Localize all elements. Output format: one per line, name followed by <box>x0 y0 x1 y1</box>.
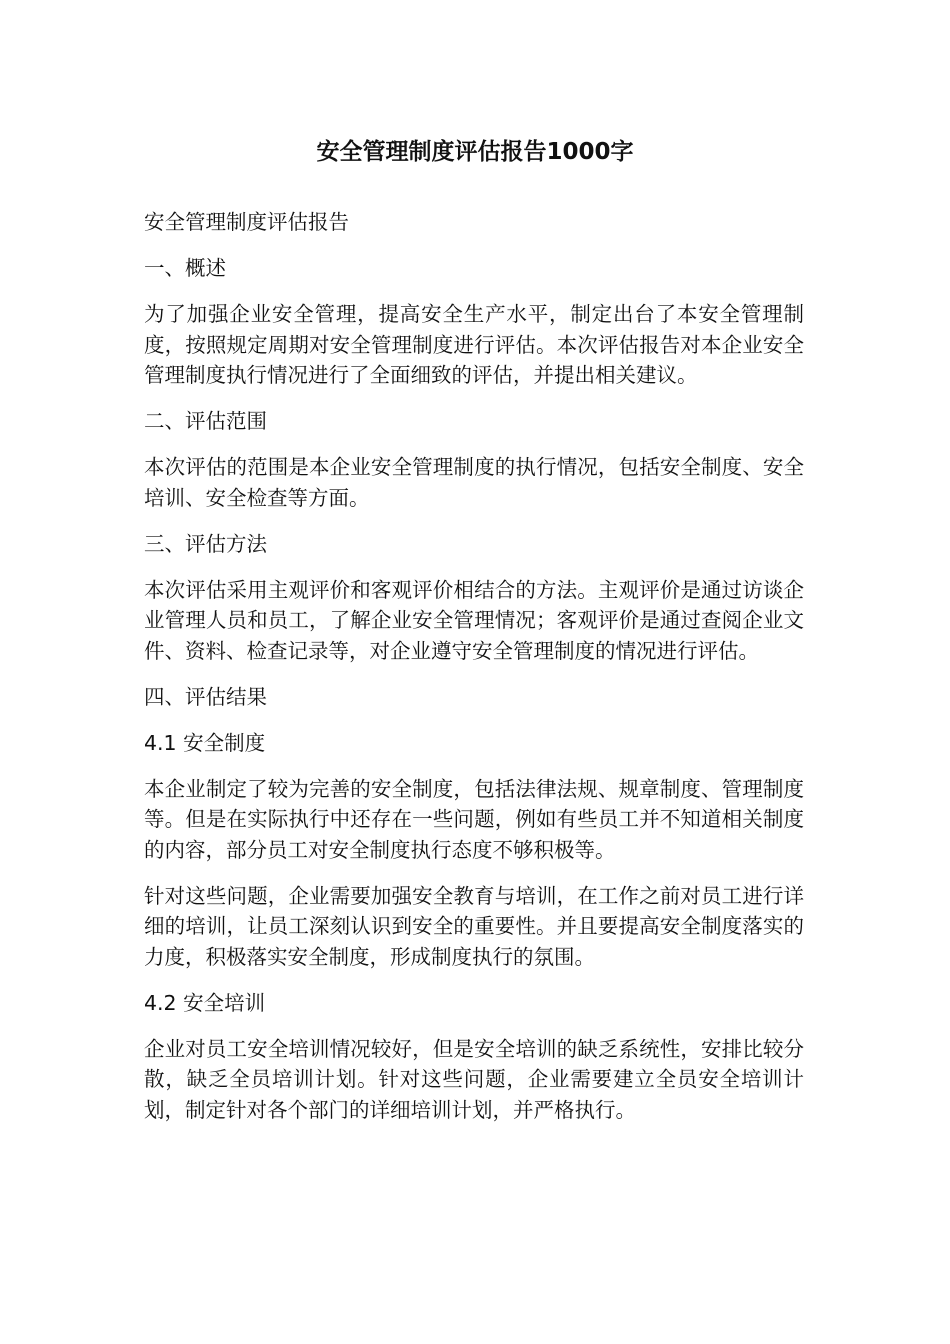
document-title: 安全管理制度评估报告1000字 <box>316 139 634 165</box>
paragraph-safety-system: 本企业制定了较为完善的安全制度，包括法律法规、规章制度、管理制度等。但是在实际执行中还存在一些问题，例如有些员工并不知道相关制度的内容，部分员工对安全制度执行态度不够积极等。 <box>144 776 804 862</box>
section-heading-scope: 二、评估范围 <box>144 409 267 433</box>
subsection-heading-safety-training: 4.2 安全培训 <box>144 990 266 1015</box>
document-body <box>144 207 804 1141</box>
paragraph-safety-training: 企业对员工安全培训情况较好，但是安全培训的缺乏系统性，安排比较分散，缺乏全员培训计划。针对这些问题，企业需要建立全员安全培训计划，制定针对各个部门的详细培训计划，并严格执行。 <box>144 1036 804 1122</box>
paragraph-scope: 本次评估的范围是本企业安全管理制度的执行情况，包括安全制度、安全培训、安全检查等方面。 <box>144 455 804 510</box>
report-heading: 安全管理制度评估报告 <box>144 210 349 234</box>
subsection-heading-safety-system: 4.1 安全制度 <box>144 730 266 755</box>
section-heading-method: 三、评估方法 <box>144 531 267 556</box>
paragraph-safety-system-measures: 针对这些问题，企业需要加强安全教育与培训，在工作之前对员工进行详细的培训，让员工深刻认识到安全的重要性。并且要提高安全制度落实的力度，积极落实安全制度，形成制度执行的氛围。 <box>144 883 804 969</box>
section-heading-overview: 一、概述 <box>144 256 226 280</box>
section-heading-results: 四、评估结果 <box>144 684 267 709</box>
paragraph-overview: 为了加强企业安全管理，提高安全生产水平，制定出台了本安全管理制度，按照规定周期对安全管理制度进行评估。本次评估报告对本企业安全管理制度执行情况进行了全面细致的评估，并提出相关建议。 <box>144 302 804 387</box>
paragraph-method: 本次评估采用主观评价和客观评价相结合的方法。主观评价是通过访谈企业管理人员和员工，了解企业安全管理情况；客观评价是通过查阅企业文件、资料、检查记录等，对企业遵守安全管理制度的情况进行评估。 <box>144 577 804 663</box>
